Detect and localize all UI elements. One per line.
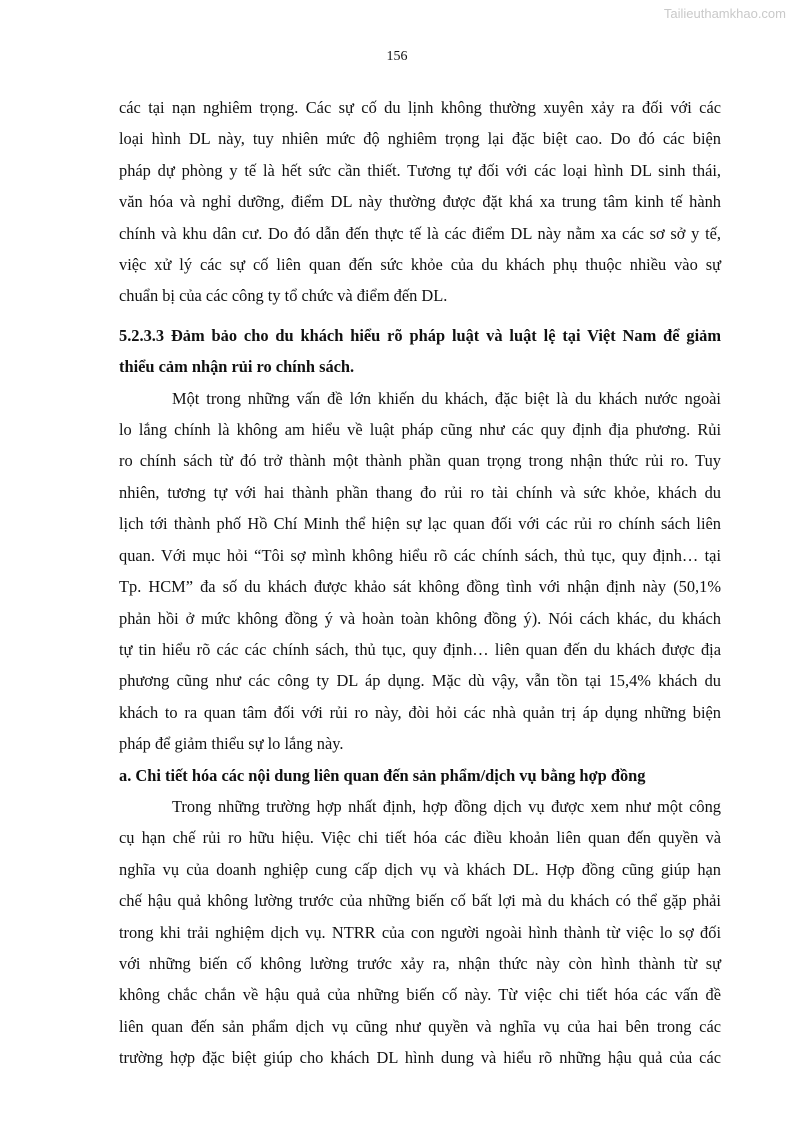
text-line: phản hồi ở mức không đồng ý và hoàn toàn không đồng ý). Nói cách khác, du khách [119,608,721,628]
text-line: trong khi trải nghiệm dịch vụ. NTRR của con người ngoài hình thành từ việc lo sợ đối [119,922,721,942]
text-line: với những biến cố không lường trước xảy ra, nhận thức này còn hình thành từ sự [119,953,721,973]
text-line: tự tin hiểu rõ các các chính sách, thủ tục, quy định… liên quan đến du khách được địa [119,639,721,659]
paragraph-2 [119,383,721,760]
text-line: không chắc chắn về hậu quả của những biến cố này. Từ việc chi tiết hóa các vấn đề [119,985,721,1005]
text-line: văn hóa và nghỉ dưỡng, điểm DL này thường được đặt khá xa trung tâm kinh tế hành [119,192,721,212]
text-line: các tại nạn nghiêm trọng. Các sự cố du lịnh không thường xuyên xảy ra đối với các [119,98,721,117]
text-line: chính và khu dân cư. Do đó dẫn đến thực tế là các điểm DL này nằm xa các sơ sở y tế, [119,223,721,243]
text-line: chế hậu quả không lường trước của những biến cố bất lợi mà du khách có thể gặp phải [119,891,721,911]
text-line: khách to ra quan tâm đối với rủi ro này, đòi hỏi các nhà quản trị áp dụng những biện [119,702,721,722]
heading-line: 5.2.3.3 Đảm bảo cho du khách hiểu rõ pháp luật và luật lệ tại Việt Nam để giảm [119,325,721,345]
text-line: Trong những trường hợp nhất định, hợp đồng dịch vụ được xem như một công [172,796,721,816]
text-line: chuẩn bị của các công ty tổ chức và điểm đến DL. [119,286,448,306]
watermark: Tailieuthamkhao.com [663,6,786,21]
text-line: Tp. HCM” đa số du khách được khảo sát không đồng tình với nhận định này (50,1% [119,577,721,597]
section-heading-5-2-3-3 [119,320,721,383]
paragraph-3 [119,791,721,1074]
page-number: 156 [386,49,408,64]
section-heading-a [119,760,721,791]
text-line: pháp để giảm thiểu sự lo lắng này. [119,734,344,754]
heading-line: a. Chi tiết hóa các nội dung liên quan đến sản phẩm/dịch vụ bằng hợp đồng [119,765,646,785]
text-line: nghĩa vụ của doanh nghiệp cung cấp dịch vụ và khách DL. Hợp đồng cũng giúp hạn [119,859,721,879]
heading-line: thiểu cảm nhận rủi ro chính sách. [119,357,355,377]
text-line: ro chính sách từ đó trở thành một thành phần quan trọng trong nhận thức rủi ro. Tuy [119,451,721,471]
text-line: cụ hạn chế rủi ro hữu hiệu. Việc chi tiết hóa các điều khoản liên quan đến quyền và [119,828,721,848]
paragraph-1 [119,92,721,312]
text-line: lo lắng chính là không am hiểu về luật pháp cũng như các quy định địa phương. Rủi [119,420,721,440]
text-line: trường hợp đặc biệt giúp cho khách DL hình dung và hiểu rõ những hậu quả của các [119,1048,721,1068]
text-line: lịch tới thành phố Hồ Chí Minh thể hiện sự lạc quan đối với các rủi ro chính sách liên [119,514,721,534]
text-line: việc xử lý các sự cố liên quan đến sức khỏe của du khách phụ thuộc nhiều vào sự [119,255,721,275]
text-line: pháp dự phòng y tế là hết sức cần thiết. Tương tự đối với các loại hình DL sinh thái, [119,160,721,180]
text-line: quan. Với mục hỏi “Tôi sợ mình không hiểu rõ các chính sách, thủ tục, quy định… tại [119,545,721,565]
text-line: loại hình DL này, tuy nhiên mức độ nghiêm trọng lại đặc biệt cao. Do đó các biện [119,129,721,149]
text-line: Một trong những vấn đề lớn khiến du khách, đặc biệt là du khách nước ngoài [172,388,721,408]
document-body [119,92,721,1074]
text-line: phương cũng như các công ty DL áp dụng. Mặc dù vậy, vẫn tồn tại 15,4% khách du [119,671,721,691]
text-line: liên quan đến sản phẩm dịch vụ cũng như quyền và nghĩa vụ của hai bên trong các [119,1016,721,1036]
text-line: nhiên, tương tự với hai thành phần thang đo rủi ro tài chính và sức khỏe, khách du [119,482,721,502]
